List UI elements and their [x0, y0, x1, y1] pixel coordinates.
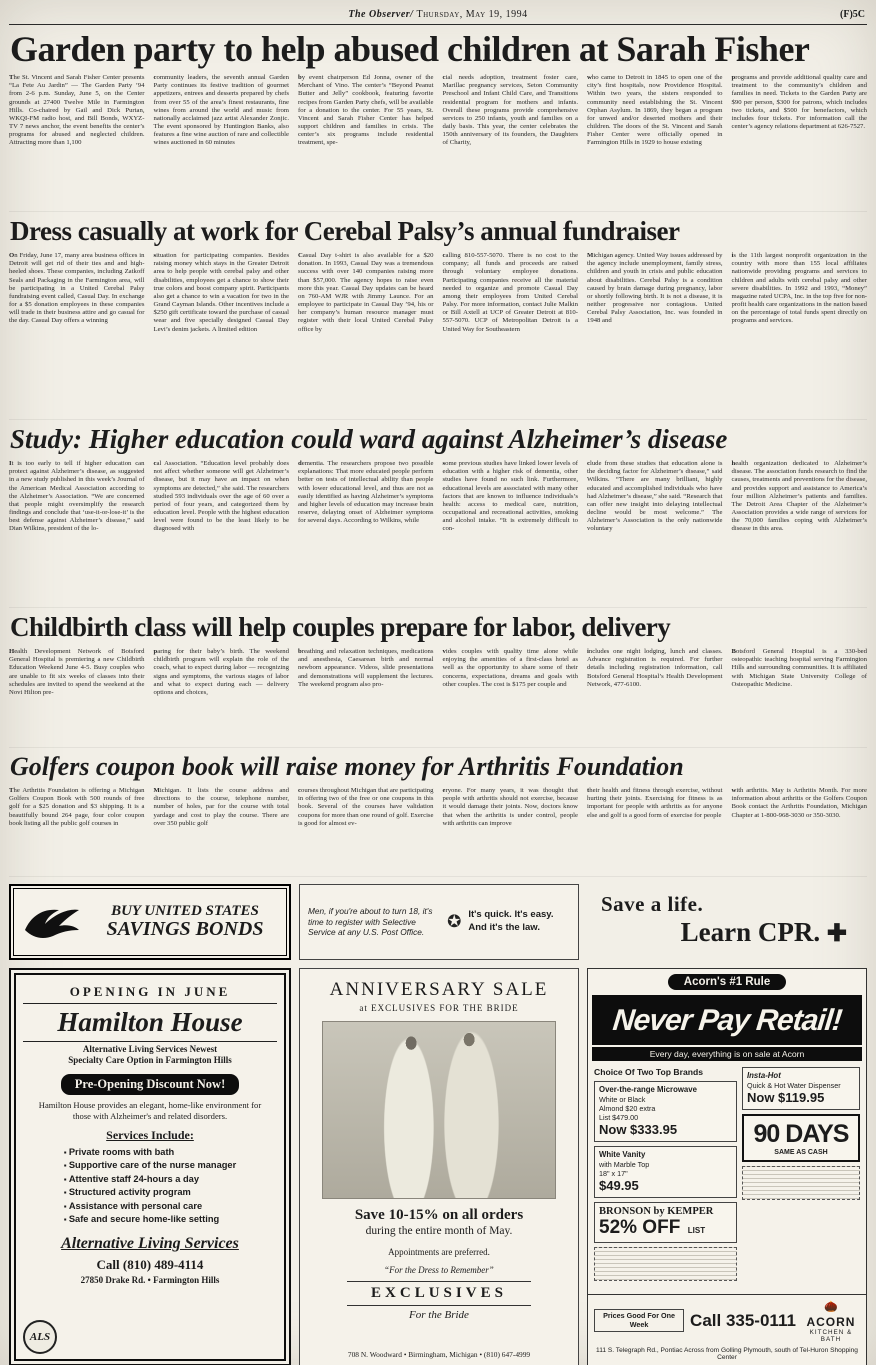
article-golfers-coupon-book: [9, 754, 867, 877]
text-column: paring for their baby’s birth. The weekend childbirth program will explain the role of the coach, what to expect during labor — recognizing signs and symptoms, the various stages of labor and what to expect during each — delivery options and choices,: [153, 648, 289, 696]
vanity-price: $49.95: [599, 1177, 639, 1193]
hamilton-services-title: Services Include:: [106, 1127, 194, 1142]
headline-golfers-coupon-book: Golfers coupon book will raise money for Arthritis Foundation: [10, 752, 684, 781]
acorn-footer: [588, 1294, 866, 1347]
paper-name: The Observer/: [348, 9, 414, 20]
hamilton-discount-banner: Pre-Opening Discount Now!: [61, 1074, 239, 1095]
service-item: ▪ Supportive care of the nurse manager: [64, 1159, 236, 1172]
text-column: The Arthritis Foundation is offering a Michigan Golfers Coupon Book with 500 rounds of free golf for a $25 donation and $3 shipping. It is a beautifully bound 264 page, four color coupon book listing all the public golf courses in: [9, 787, 145, 827]
acorn-body: [588, 1063, 866, 1291]
text-column: by event chairperson Ed Jonna, owner of the Merchant of Vino. The center’s “Beyond Peanut Butter and Jelly” cookbook, featuring favorite recipes from Garden Party chefs, will be available for a donation to the center. For 55 years, St. Vincent and Sarah Fisher Center has helped support children and families in crisis. The center’s six programs include residential treatment, spe-: [298, 74, 434, 147]
bonds-line1: BUY UNITED STATES: [111, 902, 259, 919]
text-column: cal Association. “Education level probably does not affect whether someone will get Alzheimer’s disease, but it may have an impact on when symptoms are detected,” she said. The researchers studied 593 individuals over the age of 60 over a period of four years, and categorized them by education level. People with the highest education level were found to be the least likely to be diagnosed with: [153, 460, 289, 533]
exclusives-bridal-ad: [299, 968, 579, 1365]
hamilton-services-list: [64, 1146, 236, 1227]
selective-service-seal-icon: ✪: [447, 912, 462, 931]
page-number: (F)5C: [840, 9, 865, 20]
acorn-logo: [802, 1298, 860, 1343]
hamilton-brand: Alternative Living Services: [61, 1235, 239, 1253]
text-column: On Friday, June 17, many area business offices in Detroit will get rid of their ties and and high-heeled shoes. These companies, including Zatkoff Seals and Packaging in the Farmington area, will be participating in a United Cerebal Palsy fundraising event called, Casual Day. In exchange for a $5 donation employees in these companies will trade in their business attire and go casual for the day. Casual Day offers a winning: [9, 252, 145, 325]
hamilton-phone: Call (810) 489-4114: [96, 1257, 204, 1273]
text-column: eryone. For many years, it was thought that people with arthritis should not exercise, because it would damage their joints. Now, doctors know that when the arthritis is under control, people with arthritis can improve: [442, 787, 578, 827]
water-dispenser-product: [742, 1067, 860, 1110]
exclusives-offer-2: during the entire month of May.: [365, 1225, 513, 1237]
article-body: [9, 252, 867, 420]
acorn-phone: Call 335-0111: [690, 1310, 796, 1330]
text-column: includes one night lodging, lunch and classes. Advance registration is required. For further details including registration information, call Botsford General Hospital’s Health Development Network, 477-6100.: [587, 648, 723, 688]
cpr-line2: Learn CPR.: [680, 917, 821, 947]
service-item: ▪ Assistance with personal care: [64, 1200, 236, 1213]
prices-good-box: Prices Good For One Week: [594, 1309, 684, 1332]
microwave-list-price: List $479.00: [599, 1112, 639, 1122]
acorn-address: 111 S. Telegraph Rd., Pontiac Across from Golling Plymouth, south of Tel-Huron Shopping Center: [596, 1347, 858, 1361]
text-column: The St. Vincent and Sarah Fisher Center presents “La Fete Au Jardin” — The Garden Party ’94 from 2-6 p.m. Sunday, June 5, on the Center grounds at 27400 Twelve Mile in Farmington Hills. Co-chaired by Gail and Dick Purtan, WKQI-FM radio host, and Bill Bonds, WXYZ-TV 7 news anchor, the event benefits the center’s programs for abused and neglected children. Attracting more than 1,100: [9, 74, 145, 147]
vanity-product: [594, 1146, 737, 1198]
selective-tagline-2: And it's the law.: [468, 922, 540, 933]
masthead: [9, 6, 867, 25]
article-body: [9, 648, 867, 748]
article-childbirth-class: [9, 614, 867, 748]
service-item: ▪ Safe and secure home-like setting: [64, 1213, 236, 1226]
text-column: dementia. The researchers propose two possible explanations: That more educated people perform better on tests of intellectual ability than people with lower educational level, and thus are not as easily identified as having Alzheimer’s symptoms and higher levels of education may increase brain reserve, delaying onset of Alzheimer symptoms for several days. According to Wilkins, while: [298, 460, 434, 525]
headline-alzheimers-study: Study: Higher education could ward against Alzheimer’s disease: [10, 424, 728, 454]
article-body: [9, 460, 867, 608]
hamilton-name: Hamilton House: [23, 1003, 277, 1042]
text-column: It is too early to tell if higher education can protect against Alzheimer’s disease, as suggested in a new study published in this week’s Journal of the American Medical Association according to the Alzheimer’s Association. “We are concerned that people might oversimplify the research findings and conclude that ‘use-it-or-lose-it’ is the best defense against Alzheimer’s disease,” said Dian Wilkins, president of the lo-: [9, 460, 145, 533]
masthead-title: [81, 9, 795, 20]
vanity-detail: with Marble Top: [599, 1159, 650, 1169]
acorn-right-column: [742, 1067, 860, 1291]
service-item: ▪ Private rooms with bath: [64, 1146, 236, 1159]
hamilton-subtitle-2: Specialty Care Option in Farmington Hills: [68, 1055, 232, 1066]
text-column: Botsford General Hospital is a 330-bed osteopathic teaching hospital serving Farmington Hills and surrounding communities. It is affiliated with Michigan State University College of Osteopathic Medicine.: [731, 648, 867, 688]
ninety-days-text: 90 DAYS: [753, 1119, 849, 1148]
hamilton-address: 27850 Drake Rd. • Farmington Hills: [80, 1275, 220, 1286]
bronson-discount-list: LIST: [687, 1225, 706, 1235]
hamilton-description: Hamilton House provides an elegant, home-like environment for those with Alzheimer's and related disorders.: [38, 1099, 262, 1121]
microwave-product: [594, 1081, 737, 1142]
als-medallion-icon: ALS: [23, 1320, 57, 1354]
headline-casual-day: Dress casually at work for Cerebal Palsy’s annual fundraiser: [10, 216, 680, 246]
article-alzheimers-study: [9, 426, 867, 608]
microwave-detail-1: White or Black: [599, 1094, 646, 1104]
acorn-choice-heading: Choice Of Two Top Brands: [594, 1067, 704, 1077]
selective-service-taglines: [468, 909, 570, 935]
text-column: Casual Day t-shirt is also available for a $20 donation. In 1993, Casual Day was a tremendous success with over 140 companies raising more than $57,000. The agency hopes to raise even more this year. Casual Day updates can be heard on 760-AM WJR with Jimmy Launce. For an employee to participate in Casual Day ’94, his or her company’s human resource manager must register with their local United Cerebal Palsy office by: [298, 252, 434, 333]
anniversary-sale-subtitle: at EXCLUSIVES FOR THE BRIDE: [359, 1003, 519, 1013]
text-column: health organization dedicated to Alzheimer’s disease. The association funds research to find the causes, treatments and preventions for the disease, and provides support and assistance to America’s four million Alzheimer’s patients and families. The Detroit Area Chapter of the Alzheimer’s Association provides a wide range of services for the 70,000 families coping with Alzheimer’s disease in this area.: [731, 460, 867, 533]
selective-service-ad: [299, 884, 579, 960]
text-column: breathing and relaxation techniques, medications and anesthesia, Caesarean birth and normal newborn appearance. Videos, slide presentations and demonstrations will supplement the lectures. The weekend program also pro-: [298, 648, 434, 688]
text-column: with arthritis. May is Arthritis Month. For more information about arthritis or the Golfers Coupon Book contact the Arthritis Foundation, Michigan Chapter at 1-800-968-3030 or 350-3030.: [731, 787, 867, 819]
text-column: Michigan agency. United Way issues addressed by the agency include unemployment, family stress, children and youth in crisis and public education about disabilities. Cerebal Palsy is a condition caused by brain damage during pregnancy, labor or shortly following birth. It is not a disease, it is neither progressive nor contagious. United Cerebal Palsy Association, Inc. was founded in 1948 and: [587, 252, 723, 325]
text-column: situation for participating companies. Besides raising money which stays in the Greater Detroit area to help people with cerebal palsy and other disabilities, employees get a chance to show their true colors and boost company spirit. Participants also get a chance to win a vacation for two in the Grand Cayman Islands. Other incentives include a $250 gift certificate toward the purchase of casual wear and five specially designed Casual Day Levi’s denim jackets. A limited edition: [153, 252, 289, 333]
issue-date: Thursday, May 19, 1994: [416, 9, 528, 20]
dispenser-brand: Insta-Hot: [747, 1071, 781, 1080]
text-column: is the 11th largest nonprofit organization in the country with more than 155 local affiliates nationwide providing programs and services to children and adults with cerebal palsy and other severe disabilities. In 1992 and 1993, “Money” magazine rated UCPA, Inc. in the top five for non-profit health care organizations in the nation based on the percentage of total funds spent directly on programs and services.: [731, 252, 867, 325]
text-column: Health Development Network of Botsford General Hospital is premiering a new Childbirth Education Weekend June 4-5. Busy couples who are unable to fit six weeks of classes into their schedules are invited to spend the weekend at the Novi Hilton pre-: [9, 648, 145, 696]
acorn-left-column: [594, 1067, 737, 1291]
article-body: [9, 787, 867, 877]
acorn-icon: 🌰: [824, 1301, 838, 1314]
selective-tagline-1: It's quick. It's easy.: [468, 909, 554, 921]
hamilton-house-ad: [9, 968, 291, 1365]
acorn-kitchen-bath-ad: [587, 968, 867, 1365]
text-column: some previous studies have linked lower levels of education with a higher risk of dementia, other studies have found no such link. Furthermore, educational levels are associated with many other factors that are known to influence individuals’s health: access to medical care, nutrition, occupational and recreational activities, smoking and alcohol intake. “It is extremely difficult to con-: [442, 460, 578, 533]
savings-bonds-text: [91, 904, 279, 941]
eagle-icon: [21, 900, 83, 945]
ninety-days-same-as-cash: [742, 1114, 860, 1162]
article-body: [9, 74, 867, 212]
bonds-line2: SAVINGS BONDS: [106, 918, 264, 941]
acorn-subhead: Every day, everything is on sale at Acorn: [592, 1047, 862, 1061]
medical-cross-icon: ✚: [826, 921, 847, 947]
bronson-name: BRONSON by KEMPER: [599, 1205, 714, 1217]
acorn-rule-banner: Acorn's #1 Rule: [668, 974, 786, 990]
text-column: community leaders, the seventh annual Garden Party continues its festive tradition of gourmet appetizers, entrees and desserts prepared by chefs from over 55 of the area’s finest restaurants, fine wines from around the world and music from nationally acclaimed jazz artist Alexander Zonjic. The event sponsored by Huntington Banks, also features a fine wine auction of rare and collectible wines auctioned in 60 minutes: [153, 74, 289, 147]
text-column: clude from these studies that education alone is the deciding factor for Alzheimer’s disease,” said Wilkins. “There are many brilliant, highly educated and accomplished individuals who have had Alzheimer’s disease,” she said. “Research that can offer new insight into delaying intellectual decline would be most welcome.” The Alzheimer’s Association is the only nationwide voluntary: [587, 460, 723, 533]
selective-service-text: Men, if you're about to turn 18, it's time to register with Selective Service at any U.S. Post Office.: [308, 905, 433, 938]
bride-photo: [322, 1021, 556, 1199]
text-column: programs and provide additional quality care and treatment to the community’s children and families in need. Tickets to the Garden Party are $90 per person, $300 for patrons, which includes two tickets, and $500 for benefactors, which includes four tickets. For information call the center’s agency relations department at 626-7527.: [731, 74, 867, 131]
exclusives-name-2: For the Bride: [409, 1309, 469, 1321]
vanity-size: 18" x 17": [599, 1168, 628, 1178]
text-column: cial needs adoption, treatment foster care, Marillac pregnancy services, Seton Community Preschool and Infant Child Care, and Transitions residential program for mothers and infants. Overall these programs provide comprehensive services to 250 infants, youth and families on a daily basis. This year, the center celebrates the 150th anniversary of its founders, the Daughters of Charity,: [442, 74, 578, 147]
coupon-box: [594, 1247, 737, 1281]
learn-cpr-ad: [587, 884, 867, 960]
service-item: ▪ Attentive staff 24-hours a day: [64, 1173, 236, 1186]
microwave-detail-2: Almond $20 extra: [599, 1103, 656, 1113]
exclusives-tagline: “For the Dress to Remember”: [384, 1265, 494, 1275]
exclusives-address: 708 N. Woodward • Birmingham, Michigan • (810) 647-4999: [347, 1350, 531, 1359]
microwave-price: Now $333.95: [599, 1121, 678, 1137]
acorn-logo-name: ACORN: [806, 1315, 856, 1330]
anniversary-sale-title: ANNIVERSARY SALE: [329, 979, 549, 1000]
article-garden-party: [9, 31, 867, 212]
savings-bonds-ad: [9, 884, 291, 960]
hamilton-opening: OPENING IN JUNE: [69, 984, 231, 999]
microwave-name: Over-the-range Microwave: [599, 1085, 697, 1094]
article-casual-day: [9, 218, 867, 420]
acorn-headline-box: [592, 995, 862, 1045]
exclusives-appointments: Appointments are preferred.: [388, 1247, 490, 1257]
headline-childbirth-class: Childbirth class will help couples prepare for labor, delivery: [10, 612, 671, 642]
acorn-headline: Never Pay Retail!: [611, 1004, 843, 1037]
text-column: calling 810-557-5070. There is no cost to the company; all funds and proceeds are raised through voluntary employee donations. Participating companies receive all the material needed to organize and promote Casual Day among their employees from United Cerebal Palsy. For more information, contact Julie Malkin or Bill Axtell at UCP of Greater Detroit at 810-557-5070. UCP of Metropolitan Detroit is a United Way for Southeastern: [442, 252, 578, 333]
main-ad-row: [9, 968, 867, 1365]
text-column: Michigan. It lists the course address and directions to the course, telephone number, number of holes, par for the course with total yardage and cost to play the course. There are over 350 public golf: [153, 787, 289, 827]
acorn-logo-sub: KITCHEN & BATH: [809, 1329, 853, 1343]
bronson-discount: 52% OFF: [599, 1216, 681, 1238]
headline-garden-party: Garden party to help abused children at Sarah Fisher: [10, 29, 810, 69]
cpr-line1: Save a life.: [601, 892, 704, 916]
same-as-cash-text: SAME AS CASH: [774, 1148, 828, 1156]
dispenser-name: Quick & Hot Water Dispenser: [747, 1080, 841, 1090]
exclusives-name: EXCLUSIVES: [347, 1281, 530, 1306]
text-column: courses throughout Michigan that are participating in offering two of the free or one coupons in this book. Several of the courses have validation coupons for more than one round of golf. Exercise is good for almost ev-: [298, 787, 434, 827]
vanity-name: White Vanity: [599, 1149, 646, 1159]
bronson-kemper-offer: [594, 1202, 737, 1243]
text-column: who came to Detroit in 1845 to open one of the city’s first hospitals, now Providence Hospital. Within two years, the sisters responded to community need establishing the St. Vincent Orphan Asylum. In 1869, they began a program for unwed and/or deserted mothers and their children. The doors of the St. Vincent and Sarah Fisher Center were officially opened in Farmington Hills in 1929 to house existing: [587, 74, 723, 147]
cpr-line2-wrap: [601, 917, 861, 948]
text-column: vides couples with quality time alone while enjoying the amenities of a first-class hotel as well as the opportunity to share some of their concerns, expectations, dreams and goals with other couples. The cost is $175 per couple and: [442, 648, 578, 688]
coupon-box: [742, 1166, 860, 1200]
text-column: their health and fitness through exercise, without hurting their joints. Exercising for fitness is as important for people with arthritis as for anyone else and golf is a good form of exercise for people: [587, 787, 723, 819]
hamilton-subtitle-1: Alternative Living Services Newest: [82, 1044, 218, 1054]
top-ad-row: [9, 884, 867, 960]
service-item: ▪ Structured activity program: [64, 1186, 236, 1199]
dispenser-price: Now $119.95: [747, 1089, 825, 1105]
exclusives-offer: Save 10-15% on all orders: [354, 1207, 524, 1223]
